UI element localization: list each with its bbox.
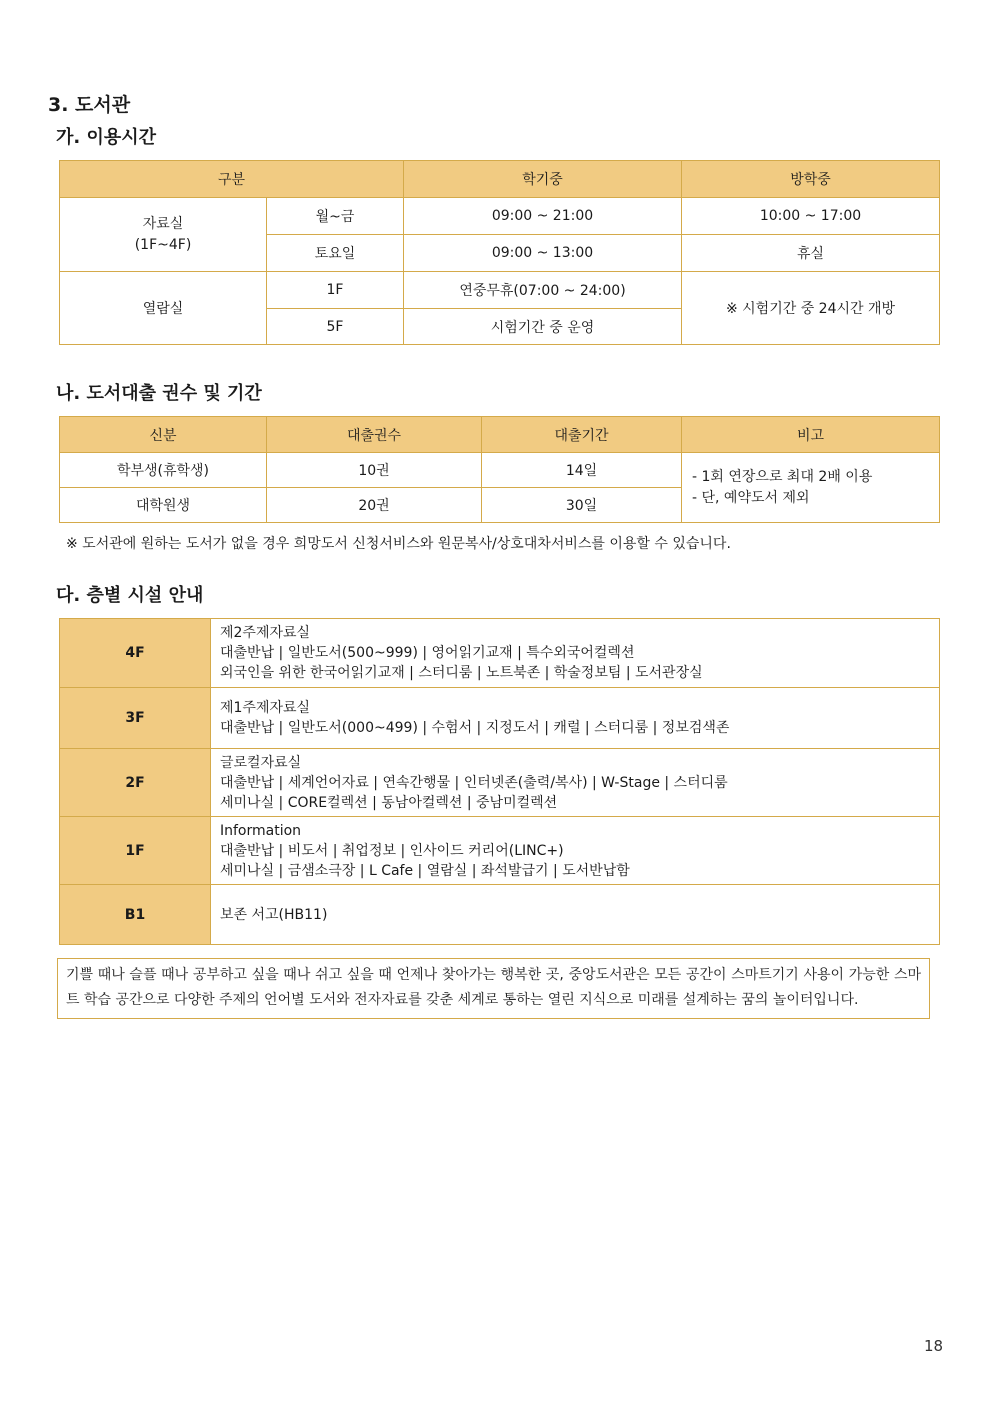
floor-desc-line: 세미나실 | CORE컬렉션 | 동남아컬렉션 | 중남미컬렉션 [220, 794, 558, 811]
loan-count: 10권 [267, 453, 482, 488]
weekday-vacation-hours: 10:00 ~ 17:00 [682, 198, 940, 235]
library-description: 기쁠 때나 슬플 때나 공부하고 싶을 때나 쉬고 싶을 때 언제나 찾아가는 행복한 곳, 중앙도서관은 모든 공간이 스마트기기 사용이 가능한 스마트 학습 공간으로 다양한 주제의 언어별 도서와 전자자료를 갖춘 세계로 통하는 열린 지식으로 미래를 설계하는 꿈의 놀이터입니다. [57, 958, 930, 1019]
loan-table [59, 416, 940, 523]
table-row [60, 688, 940, 749]
loan-title: 나. 도서대출 권수 및 기간 [56, 383, 262, 404]
hours-header-category: 구분 [60, 161, 404, 198]
hours-table [59, 160, 940, 345]
study-vacation-note: ※ 시험기간 중 24시간 개방 [682, 272, 940, 345]
floor-desc-line: 글로컬자료실 [220, 754, 302, 771]
study-5f-term-hours: 시험기간 중 운영 [404, 309, 682, 345]
loan-count: 20권 [267, 488, 482, 523]
weekday-term-hours: 09:00 ~ 21:00 [404, 198, 682, 235]
floor-desc-line: 제1주제자료실 [220, 700, 311, 716]
loan-remark-line: - 1회 연장으로 최대 2배 이용 [692, 468, 873, 485]
floor-desc-line: 외국인을 위한 한국어읽기교재 | 스터디룸 | 노트북존 | 학술정보팀 | 도서관장실 [220, 665, 703, 681]
floor-desc-line: 대출반납 | 일반도서(500~999) | 영어읽기교재 | 특수외국어컬렉션 [220, 645, 635, 661]
floor-description [211, 749, 940, 817]
floor-desc-line: 세미나실 | 금샘소극장 | L Cafe | 열람실 | 좌석발급기 | 도서반납함 [220, 862, 630, 879]
floor-description [211, 688, 940, 749]
loan-header-period: 대출기간 [482, 417, 682, 453]
loan-remark-line: - 단, 예약도서 제외 [692, 489, 810, 506]
floor-desc-line: 제2주제자료실 [220, 625, 311, 641]
reading-room-floors: (1F~4F) [134, 236, 192, 253]
floor-desc-line: 보존 서고(HB11) [220, 906, 328, 923]
loan-period: 30일 [482, 488, 682, 523]
floor-description [211, 885, 940, 945]
loan-note: ※ 도서관에 원하는 도서가 없을 경우 희망도서 신청서비스와 원문복사/상호대차서비스를 이용할 수 있습니다. [66, 536, 731, 552]
loan-header-status: 신분 [60, 417, 267, 453]
floor-desc-line: 대출반납 | 세계언어자료 | 연속간행물 | 인터넷존(출력/복사) | W-Stage | 스터디룸 [220, 774, 728, 791]
loan-period: 14일 [482, 453, 682, 488]
hours-header-vacation: 방학중 [682, 161, 940, 198]
hours-title: 가. 이용시간 [56, 127, 157, 148]
reading-room-label: 자료실 [142, 215, 184, 232]
floor-desc-line: 대출반납 | 일반도서(000~499) | 수험서 | 지정도서 | 캐럴 | 스터디룸 | 정보검색존 [220, 720, 730, 736]
loan-header-remarks: 비고 [682, 417, 940, 453]
study-floor-1f: 1F [267, 272, 404, 309]
study-room-label: 열람실 [60, 272, 267, 345]
table-row [60, 885, 940, 945]
table-row [60, 453, 940, 488]
hours-header-term: 학기중 [404, 161, 682, 198]
section-title: 3. 도서관 [48, 94, 131, 116]
floor-description [211, 817, 940, 885]
floor-desc-line: 대출반납 | 비도서 | 취업정보 | 인사이드 커리어(LINC+) [220, 842, 564, 859]
study-floor-5f: 5F [267, 309, 404, 345]
floor-description [211, 619, 940, 688]
loan-status: 대학원생 [60, 488, 267, 523]
weekday-label: 월~금 [267, 198, 404, 235]
saturday-label: 토요일 [267, 235, 404, 272]
saturday-vacation-hours: 휴실 [682, 235, 940, 272]
floor-label: 4F [60, 619, 211, 688]
table-row [60, 619, 940, 688]
loan-remarks [682, 453, 940, 523]
reading-room-cell [60, 198, 267, 272]
floor-desc-line: Information [220, 822, 302, 839]
floors-title: 다. 층별 시설 안내 [56, 585, 204, 606]
loan-status: 학부생(휴학생) [60, 453, 267, 488]
table-row [60, 749, 940, 817]
floor-label: B1 [60, 885, 211, 945]
floor-label: 2F [60, 749, 211, 817]
floor-label: 1F [60, 817, 211, 885]
floor-label: 3F [60, 688, 211, 749]
table-row [60, 817, 940, 885]
floors-table [59, 618, 940, 945]
loan-header-count: 대출권수 [267, 417, 482, 453]
saturday-term-hours: 09:00 ~ 13:00 [404, 235, 682, 272]
study-1f-term-hours: 연중무휴(07:00 ~ 24:00) [404, 272, 682, 309]
page-number: 18 [924, 1337, 944, 1355]
